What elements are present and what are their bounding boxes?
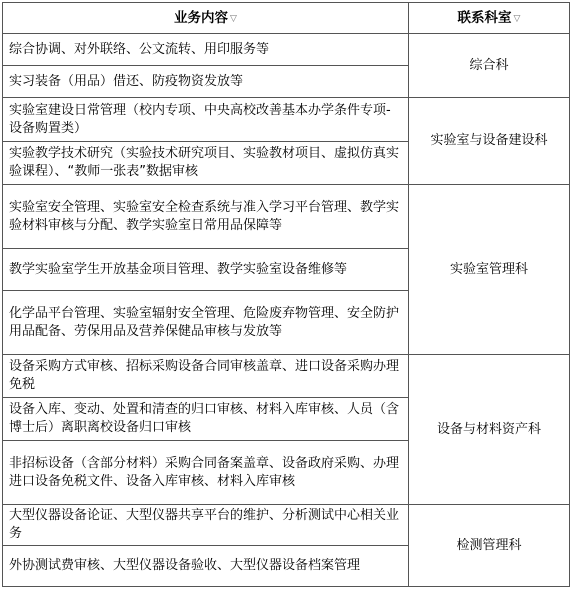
office-cell: 实验室管理科	[409, 185, 570, 355]
sort-icon: ▽	[230, 13, 237, 24]
table-row	[3, 185, 570, 249]
sort-icon: ▽	[513, 13, 521, 24]
business-cell: 实验室建设日常管理（校内专项、中央高校改善基本办学条件专项-设备购置类）	[3, 98, 409, 142]
header-business-label: 业务内容	[174, 9, 229, 26]
business-cell: 设备采购方式审核、招标采购设备合同审核盖章、进口设备采购办理免税	[3, 355, 409, 398]
office-cell: 检测管理科	[409, 505, 570, 587]
office-cell: 综合科	[409, 34, 570, 98]
business-cell: 大型仪器设备论证、大型仪器共享平台的维护、分析测试中心相关业务	[3, 505, 409, 546]
business-cell: 外协测试费审核、大型仪器设备验收、大型仪器设备档案管理	[3, 546, 409, 587]
header-office-label: 联系科室	[457, 9, 512, 26]
office-cell: 设备与材料资产科	[409, 355, 570, 505]
responsibility-table	[2, 2, 570, 587]
responsibility-table-container	[2, 2, 569, 586]
business-cell: 化学品平台管理、实验室辐射安全管理、危险废弃物管理、安全防护用品配备、劳保用品及营养保健品审核与发放等	[3, 291, 409, 355]
table-row	[3, 98, 570, 142]
table-row	[3, 34, 570, 66]
business-cell: 教学实验室学生开放基金项目管理、教学实验室设备维修等	[3, 249, 409, 291]
table-row	[3, 505, 570, 546]
office-cell: 实验室与设备建设科	[409, 98, 570, 185]
business-cell: 实验室安全管理、实验室安全检查系统与准入学习平台管理、教学实验材料审核与分配、教学实验室日常用品保障等	[3, 185, 409, 249]
header-row	[3, 3, 570, 34]
business-cell: 综合协调、对外联络、公文流转、用印服务等	[3, 34, 409, 66]
header-business	[3, 3, 409, 34]
business-cell: 实验教学技术研究（实验技术研究项目、实验教材项目、虚拟仿真实验课程）、“教师一张表”数据审核	[3, 142, 409, 185]
business-cell: 非招标设备（含部分材料）采购合同备案盖章、设备政府采购、办理进口设备免税文件、设备入库审核、材料入库审核	[3, 441, 409, 505]
table-row	[3, 355, 570, 398]
header-office	[409, 3, 570, 34]
business-cell: 实习装备（用品）借还、防疫物资发放等	[3, 66, 409, 98]
business-cell: 设备入库、变动、处置和清查的归口审核、材料入库审核、人员（含博士后）离职离校设备归口审核	[3, 398, 409, 441]
